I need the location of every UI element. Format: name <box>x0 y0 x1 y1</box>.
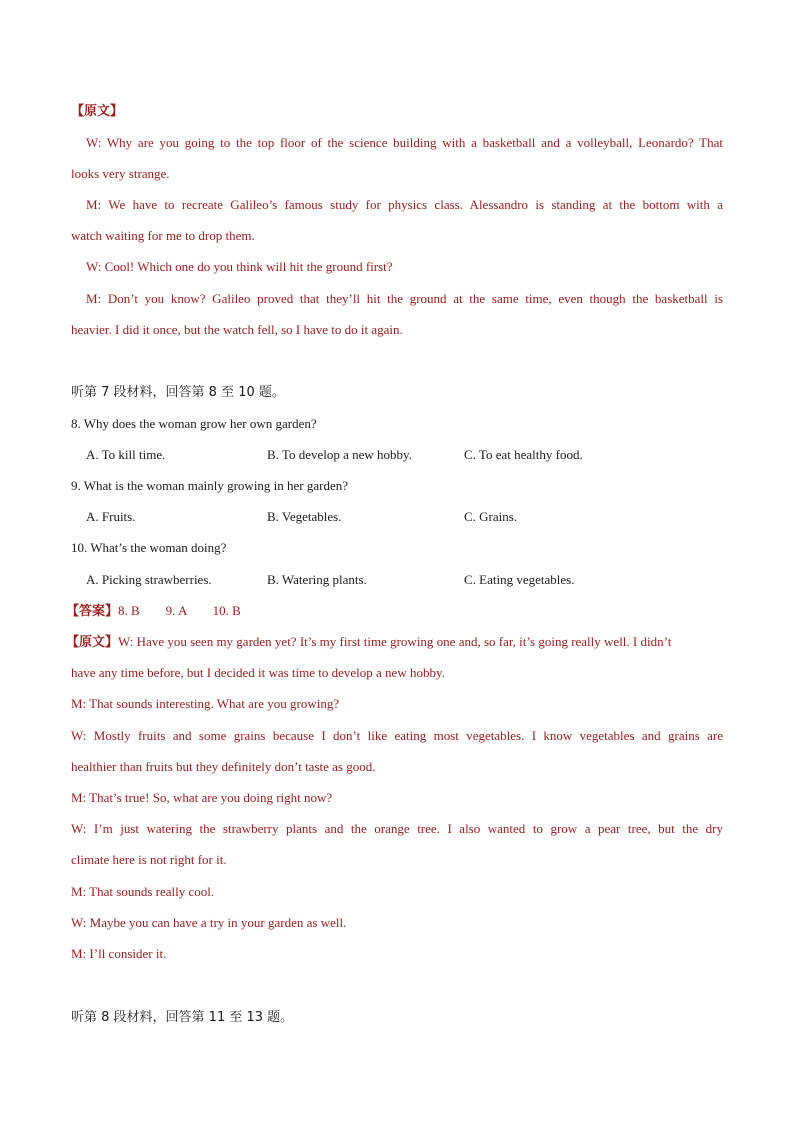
section-intro: 听第 7 段材料，回答第 8 至 10 题。 <box>71 385 285 400</box>
option-a: A. Fruits. <box>86 509 136 524</box>
question-10: 10. What’s the woman doing? <box>71 540 227 555</box>
transcript-line: W: Cool! Which one do you think will hit the ground first? <box>86 259 393 274</box>
transcript-heading: 【原文】 <box>71 104 124 119</box>
transcript-line: M: That’s true! So, what are you doing right now? <box>71 790 333 805</box>
option-c: C. Eating vegetables. <box>464 572 575 587</box>
transcript-line: W: I’m just watering the strawberry plants and the orange tree. I also wanted to grow a pear tree, but the dry <box>71 821 723 836</box>
answer-label: 【答案】 <box>66 604 119 619</box>
section-intro: 听第 8 段材料，回答第 11 至 13 题。 <box>71 1010 294 1025</box>
transcript-line: heavier. I did it once, but the watch fell, so I have to do it again. <box>71 322 403 337</box>
transcript-line: looks very strange. <box>71 166 170 181</box>
transcript-line: W: Have you seen my garden yet? It’s my first time growing one and, so far, it’s going really well. I didn’t <box>118 634 672 649</box>
transcript-line: M: Don’t you know? Galileo proved that they’ll hit the ground at the same time, even though the basketball is <box>86 291 723 306</box>
option-c: C. Grains. <box>464 509 518 524</box>
transcript-first-line <box>66 633 723 652</box>
option-c: C. To eat healthy food. <box>464 447 583 462</box>
answer-text: 8. B 9. A 10. B <box>118 603 241 618</box>
transcript-line: W: Mostly fruits and some grains because I don’t like eating most vegetables. I know vegetables and grains are <box>71 728 723 743</box>
transcript-line: M: That sounds interesting. What are you growing? <box>71 696 340 711</box>
question-8: 8. Why does the woman grow her own garden? <box>71 416 317 431</box>
transcript-line: watch waiting for me to drop them. <box>71 228 255 243</box>
option-a: A. To kill time. <box>86 447 166 462</box>
transcript-line: healthier than fruits but they definitely don’t taste as good. <box>71 759 376 774</box>
question-9: 9. What is the woman mainly growing in her garden? <box>71 478 349 493</box>
option-b: B. Watering plants. <box>267 572 367 587</box>
answer-line <box>66 602 718 621</box>
option-a: A. Picking strawberries. <box>86 572 212 587</box>
transcript-line: have any time before, but I decided it was time to develop a new hobby. <box>71 665 445 680</box>
transcript-line: M: That sounds really cool. <box>71 884 215 899</box>
transcript-label: 【原文】 <box>66 635 119 650</box>
transcript-line: W: Why are you going to the top floor of the science building with a basketball and a volleyball, Leonardo? That <box>86 135 723 150</box>
transcript-line: climate here is not right for it. <box>71 852 227 867</box>
transcript-line: W: Maybe you can have a try in your garden as well. <box>71 915 347 930</box>
option-b: B. Vegetables. <box>267 509 342 524</box>
transcript-line: M: We have to recreate Galileo’s famous study for physics class. Alessandro is standing at the bottom with a <box>86 197 723 212</box>
transcript-line: M: I’ll consider it. <box>71 946 167 961</box>
option-b: B. To develop a new hobby. <box>267 447 412 462</box>
